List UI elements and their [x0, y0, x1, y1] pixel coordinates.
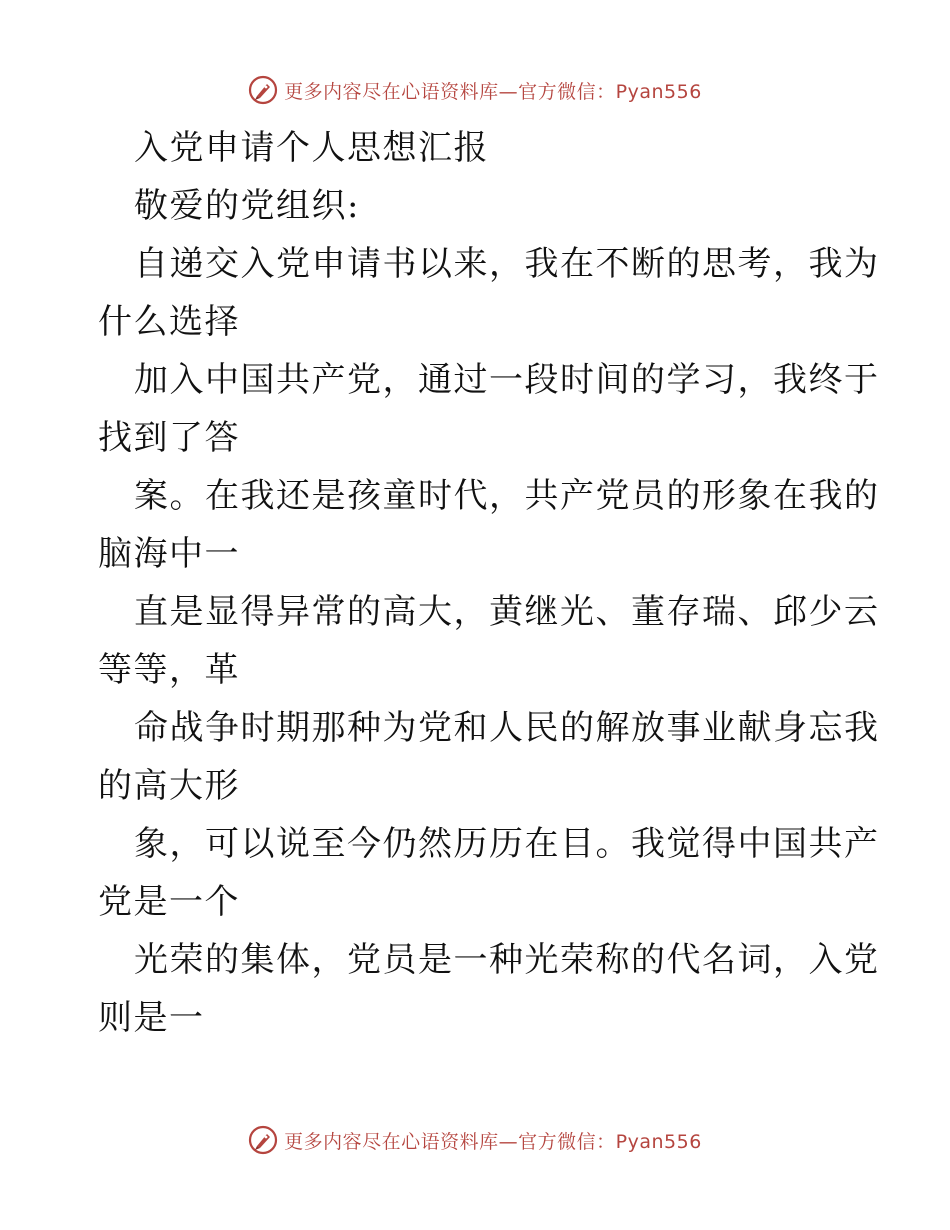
banner-text: 更多内容尽在心语资料库—官方微信：Pyan556	[284, 1130, 702, 1153]
paragraph-line: 的高大形	[98, 766, 240, 806]
paragraph-line: 象，可以说至今仍然历历在目。我觉得中国共产	[134, 824, 880, 864]
pen-nib-logo-icon	[248, 1125, 278, 1155]
paragraph-line: 直是显得异常的高大，黄继光、董存瑞、邱少云	[134, 592, 880, 632]
footer-banner	[0, 1118, 950, 1162]
paragraph-line: 光荣的集体，党员是一种光荣称的代名词，入党	[134, 940, 880, 980]
paragraph-line: 脑海中一	[98, 534, 240, 574]
paragraph-line: 命战争时期那种为党和人民的解放事业献身忘我	[134, 708, 880, 748]
salutation: 敬爱的党组织:	[134, 186, 360, 226]
paragraph-line: 自递交入党申请书以来，我在不断的思考，我为	[134, 244, 880, 284]
header-banner	[0, 68, 950, 112]
pen-nib-logo-icon	[248, 75, 278, 105]
banner-text: 更多内容尽在心语资料库—官方微信：Pyan556	[284, 80, 702, 103]
paragraph-line: 等等，革	[98, 650, 240, 690]
document-title: 入党申请个人思想汇报	[134, 128, 489, 168]
paragraph-line: 加入中国共产党，通过一段时间的学习，我终于	[134, 360, 880, 400]
paragraph-line: 找到了答	[98, 418, 240, 458]
paragraph-line: 则是一	[98, 998, 205, 1038]
paragraph-line: 党是一个	[98, 882, 240, 922]
paragraph-line: 案。在我还是孩童时代，共产党员的形象在我的	[134, 476, 880, 516]
paragraph-line: 什么选择	[98, 302, 240, 342]
